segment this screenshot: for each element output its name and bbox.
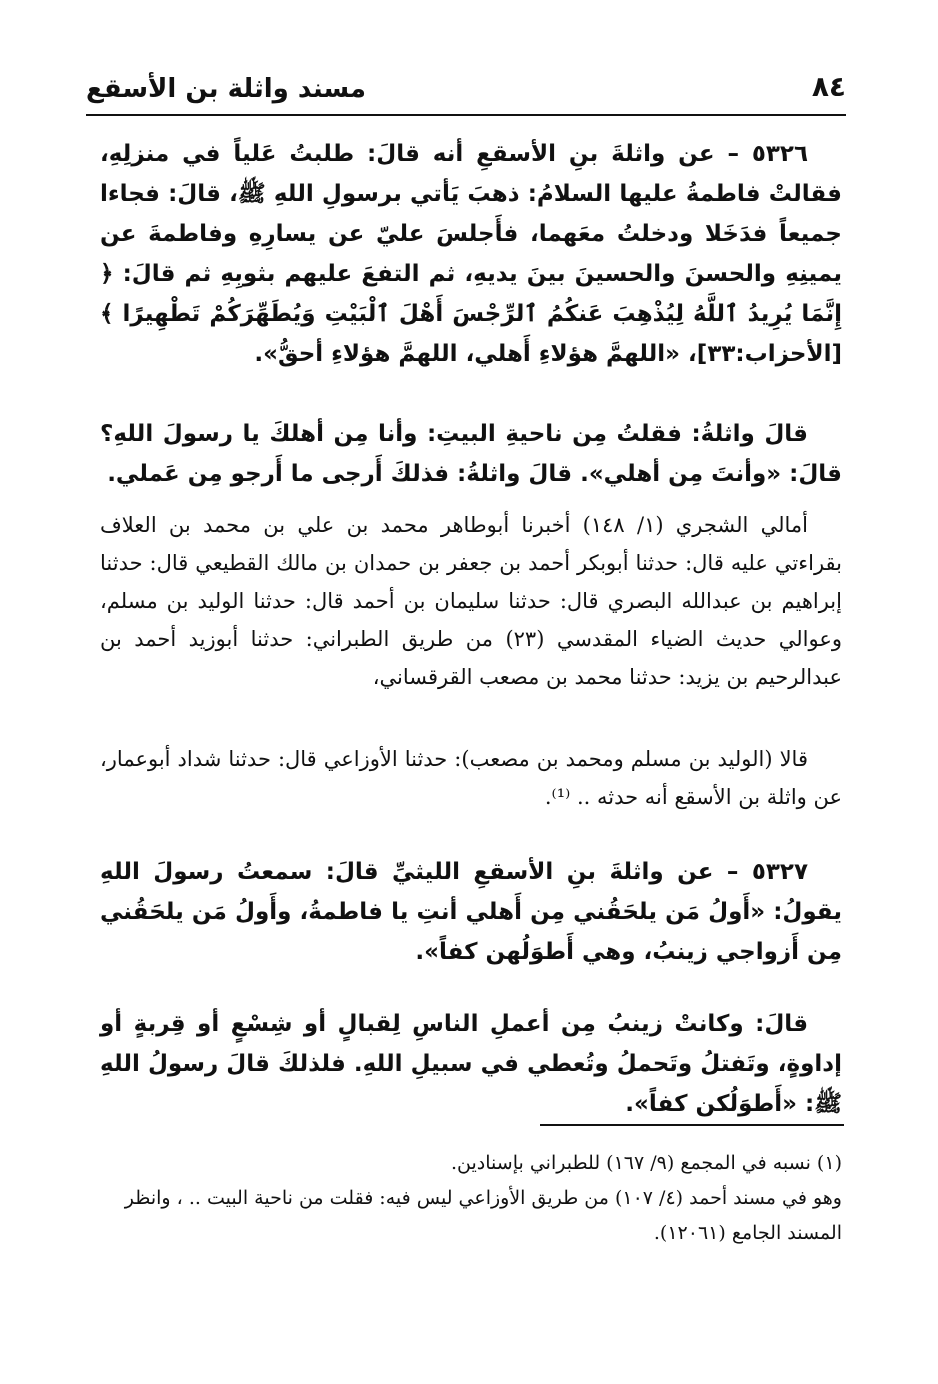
footnote-separator [540, 1124, 844, 1126]
running-title: مسند واثلة بن الأسقع [86, 74, 367, 104]
hadith-5327-continuation: قالَ: وكانتْ زينبُ مِن أعملِ الناسِ لِقبالٍ أو شِسْعٍ أو قِربةٍ أو إداوةٍ، وتَفتلُ وتَحملُ وتُعطي في سبيلِ اللهِ. فلذلكَ قالَ رسولُ اللهِ ﷺ: «أَطوَلُكن كفاً». [100, 1011, 842, 1117]
hadith-5327-text: ٥٣٢٧ – عن واثلةَ بنِ الأسقعِ الليثيِّ قالَ: سمعتُ رسولَ اللهِ يقولُ: «أَولُ مَن يلحَقُني مِن أَهلي أنتِ يا فاطمةُ، وأَولُ مَن يلحَقُني مِن أَزواجي زينبُ، وهي أَطوَلُهن كفاً». [100, 859, 842, 965]
source-isnad-end: قالا (الوليد بن مسلم ومحمد بن مصعب): حدثنا الأوزاعي قال: حدثنا شداد أبوعمار، عن واثلة بن الأسقع أنه حدثه .. ⁽¹⁾. [100, 747, 842, 809]
hadith-5326-continuation: قالَ واثلةُ: فقلتُ مِن ناحيةِ البيتِ: وأنا مِن أهلكَ يا رسولَ اللهِ؟ قالَ: «وأنتَ مِن أهلي». قالَ واثلةُ: فذلكَ أَرجى ما أَرجو مِن عَملي. [100, 421, 842, 487]
footnote-1-extra: وهو في مسند أحمد (٤/ ١٠٧) من طريق الأوزاعي ليس فيه: فقلت من ناحية البيت .. ، وانظر المسند الجامع (١٢٠٦١). [124, 1187, 842, 1244]
footnotes [96, 1146, 842, 1251]
page-header [86, 68, 846, 116]
footnote-1: (١) نسبه في المجمع (٩/ ١٦٧) للطبراني بإسنادين. [451, 1152, 842, 1174]
hadith-5326-text: ٥٣٢٦ – عن واثلةَ بنِ الأسقعِ أنه قالَ: طلبتُ عَلياً في منزلِهِ، فقالتْ فاطمةُ عليها السلامُ: ذهبَ يَأتي برسولِ اللهِ ﷺ، قالَ: فجاءا جميعاً فدَخَلا ودخلتُ معَهما، فأَجلسَ عليّ عن يسارِهِ وفاطمةَ عن يمينِهِ والحسنَ والحسينَ بينَ يديهِ، ثم التفعَ عليهم بثوبِهِ ثم قالَ: ﴿ إِنَّمَا يُرِيدُ ٱللَّهُ لِيُذْهِبَ عَنكُمُ ٱلرِّجْسَ أَهْلَ ٱلْبَيْتِ وَيُطَهِّرَكُمْ تَطْهِيرًا ﴾ [الأحزاب:٣٣]، «اللهمَّ هؤلاءِ أَهلي، اللهمَّ هؤلاءِ أحقُّ». [100, 141, 842, 367]
page-number: ٨٤ [811, 70, 846, 103]
source-isnad: أمالي الشجري (١/ ١٤٨) أخبرنا أبوطاهر محمد بن علي بن محمد بن العلاف بقراءتي عليه قال: حدثنا أبوبكر أحمد بن جعفر بن حمدان بن مالك القطيعي قال: حدثنا إبراهيم بن عبدالله البصري قال: حدثنا سليمان بن أحمد قال: حدثنا الوليد بن مسلم، وعوالي حديث الضياء المقدسي (٢٣) من طريق الطبراني: حدثنا أبوزيد أحمد بن عبدالرحيم بن يزيد: حدثنا محمد بن مصعب القرقساني، [100, 513, 842, 689]
